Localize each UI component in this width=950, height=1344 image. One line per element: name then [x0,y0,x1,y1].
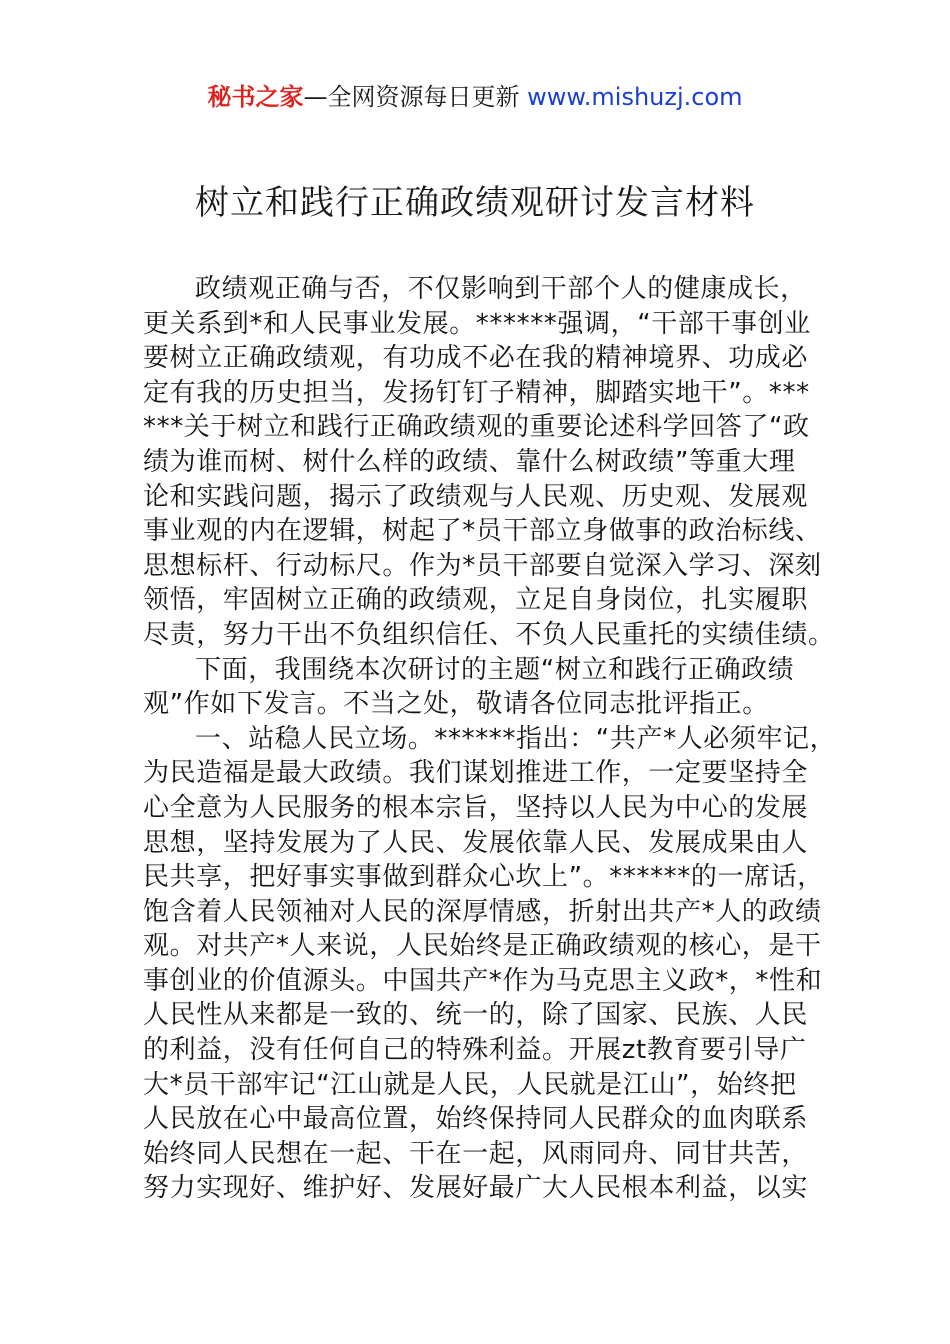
body-line: 始终同人民想在一起、干在一起，风雨同舟、同甘共苦， [143,1138,809,1169]
body-line: 观。对共产*人来说，人民始终是正确政绩观的核心，是干 [143,931,822,962]
body-line: 尽责，努力干出不负组织信任、不负人民重托的实绩佳绩。 [143,619,835,650]
body-line: 饱含着人民领袖对人民的深厚情感，折射出共产*人的政绩 [143,896,822,927]
body-line: 人民性从来都是一致的、统一的，除了国家、民族、人民 [143,1000,809,1031]
body-line: 事创业的价值源头。中国共产*作为马克思主义政*，*性和 [143,965,823,996]
site-header [0,80,950,114]
body-line: 思想，坚持发展为了人民、发展依靠人民、发展成果由人 [143,827,809,858]
body-line: 大*员干部牢记“江山就是人民，人民就是江山”，始终把 [143,1069,797,1100]
body-line: 政绩观正确与否，不仅影响到干部个人的健康成长， [195,274,807,304]
body-line: 为民造福是最大政绩。我们谋划推进工作，一定要坚持全 [143,758,809,789]
body-line: 观”作如下发言。不当之处，敬请各位同志批评指正。 [143,689,769,720]
body-line: 更关系到*和人民事业发展。******强调，“干部干事创业 [143,308,811,339]
body-line: ***关于树立和践行正确政绩观的重要论述科学回答了“政 [143,412,810,443]
body-line: 下面，我围绕本次研讨的主题“树立和践行正确政绩 [195,654,795,685]
body-line: 心全意为人民服务的根本宗旨，坚持以人民为中心的发展 [143,792,809,823]
body-line: 事业观的内在逻辑，树起了*员干部立身做事的政治标线、 [143,516,822,547]
body-line: 思想标杆、行动标尺。作为*员干部要自觉深入学习、深刻 [143,550,822,581]
body-line: 定有我的历史担当，发扬钉钉子精神，脚踏实地干”。*** [143,377,810,408]
site-url-link[interactable]: www.mishuzj.com [527,83,743,111]
document-body [143,272,837,1206]
site-tagline: —全网资源每日更新 [303,83,528,111]
body-line: 努力实现好、维护好、发展好最广大人民根本利益，以实 [143,1173,809,1204]
body-line: 领悟，牢固树立正确的政绩观，立足自身岗位，扎实履职 [143,585,809,616]
body-line: 人民放在心中最高位置，始终保持同人民群众的血肉联系 [143,1104,809,1135]
body-line: 论和实践问题，揭示了政绩观与人民观、历史观、发展观 [143,481,809,512]
body-line: 的利益，没有任何自己的特殊利益。开展zt教育要引导广 [143,1035,807,1066]
site-brand: 秘书之家 [207,83,304,111]
document-title: 树立和践行正确政绩观研讨发言材料 [195,183,755,223]
body-line: 民共享，把好事实事做到群众心坎上”。******的一席话， [143,862,824,893]
body-line: 一、站稳人民立场。******指出：“共产*人必须牢记， [195,723,837,754]
body-line: 绩为谁而树、树什么样的政绩、靠什么树政绩”等重大理 [143,446,796,477]
body-line: 要树立正确政绩观，有功成不必在我的精神境界、功成必 [143,343,809,374]
